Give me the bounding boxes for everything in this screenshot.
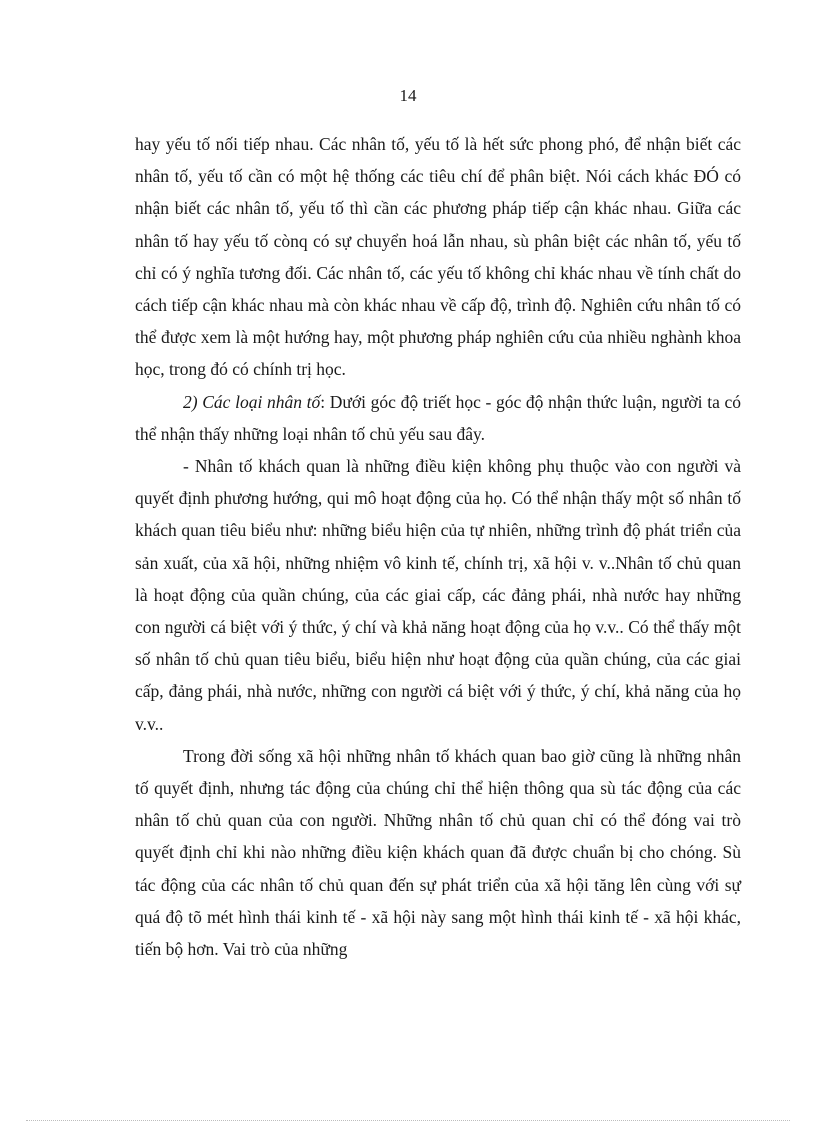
- paragraph-social-life: Trong đời sống xã hội những nhân tố khách quan bao giờ cũng là những nhân tố quyết định, nhưng tác động của chúng chỉ thể hiện thông qua sù tác động của các nhân tố chủ quan của con người. Những nhân tố chủ quan chỉ có thể đóng vai trò quyết định chỉ khi nào những điều kiện khách quan đã được chuẩn bị cho chóng. Sù tác động của các nhân tố chủ quan đến sự phát triển của xã hội tăng lên cùng với sự quá độ tõ mét hình thái kinh tế - xã hội này sang một hình thái kinh tế - xã hội khác, tiến bộ hơn. Vai trò của những: [135, 745, 741, 960]
- document-body: [135, 128, 741, 965]
- paragraph-text: : Dưới góc độ triết học - góc độ nhận thức luận, người ta có thể nhận thấy những loại nhân tố chủ yếu sau đây.: [135, 391, 742, 444]
- paragraph-objective-factors: - Nhân tố khách quan là những điều kiện không phụ thuộc vào con người và quyết định phương hướng, qui mô hoạt động của họ. Có thể nhận thấy một số nhân tố khách quan tiêu biểu như: những biểu hiện của tự nhiên, những trình độ phát triển của sản xuất, của xã hội, những nhiệm vô kinh tế, chính trị, xã hội v. v..Nhân tố chủ quan là hoạt động của quần chúng, của các giai cấp, các đảng phái, nhà nước hay những con người cá biệt với ý thức, ý chí và khả năng hoạt động của họ v.v.. Có thể thấy một số nhân tố chủ quan tiêu biểu, biểu hiện như hoạt động của quần chúng, của các giai cấp, đảng phái, nhà nước, những con người cá biệt với ý thức, ý chí, khả năng của họ v.v..: [135, 456, 741, 734]
- page-bottom-divider: [26, 1120, 790, 1121]
- paragraph-types-of-factors: [135, 386, 741, 450]
- page-number: 14: [399, 86, 417, 105]
- paragraph-continued: hay yếu tố nối tiếp nhau. Các nhân tố, yếu tố là hết sức phong phó, để nhận biết các nhân tố, yếu tố cần có một hệ thống các tiêu chí để phân biệt. Nói cách khác ĐÓ có nhận biết các nhân tố, yếu tố thì cần các phương pháp tiếp cận khác nhau. Giữa các nhân tố hay yếu tố cònq có sự chuyển hoá lẫn nhau, sù phân biệt các nhân tố, yếu tố chỉ có ý nghĩa tương đối. Các nhân tố, các yếu tố không chỉ khác nhau về tính chất do cách tiếp cận khác nhau mà còn khác nhau về cấp độ, trình độ. Nghiên cứu nhân tố có thể được xem là một hướng hay, một phương pháp nghiên cứu của nhiều nghành khoa học, trong đó có chính trị học.: [135, 134, 741, 380]
- section-heading: 2) Các loại nhân tố: [183, 391, 321, 412]
